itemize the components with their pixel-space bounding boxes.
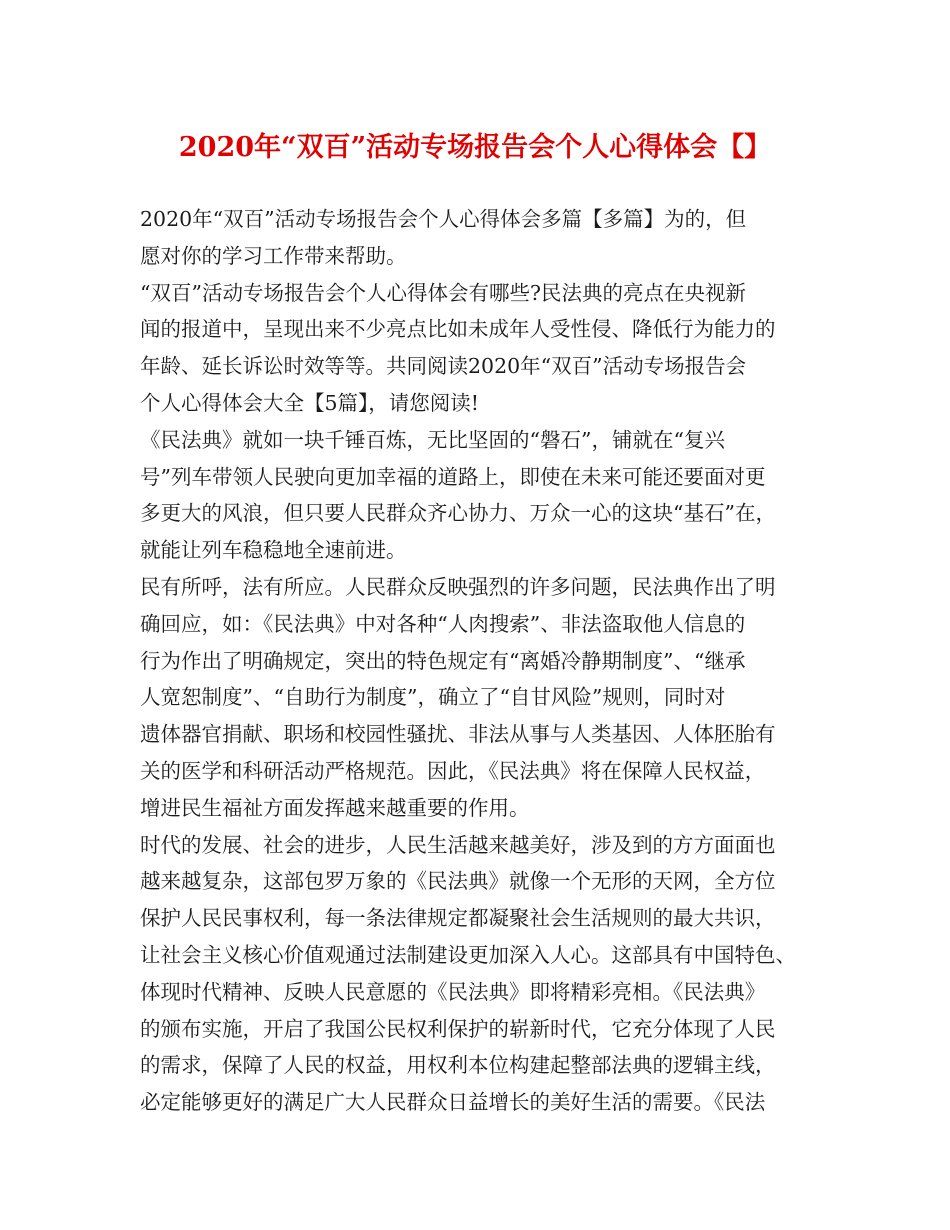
- text-line: 就能让列车稳稳地全速前进。: [140, 538, 407, 563]
- paragraph: [140, 569, 820, 827]
- text-line: 让社会主义核心价值观通过法制建设更加深入人心。这部具有中国特色、: [140, 942, 796, 967]
- document-body: [140, 201, 820, 1121]
- paragraph: [140, 422, 820, 569]
- text-line: 2020年“双百”活动专场报告会个人心得体会多篇【多篇】为的，但: [140, 207, 747, 231]
- text-line: 确回应，如：《民法典》中对各种“人肉搜索”、非法盗取他人信息的: [140, 611, 746, 636]
- text-line: 保护人民民事权利，每一条法律规定都凝聚社会生活规则的最大共识，: [140, 906, 776, 931]
- text-line: 行为作出了明确规定，突出的特色规定有“离婚冷静期制度”、“继承: [140, 648, 746, 673]
- text-line: 越来越复杂，这部包罗万象的《民法典》就像一个无形的天网，全方位: [140, 869, 776, 894]
- text-line: 关的医学和科研活动严格规范。因此，《民法典》将在保障人民权益，: [140, 758, 766, 783]
- paragraph: [140, 827, 820, 1121]
- text-line: 多更大的风浪，但只要人民群众齐心协力、万众一心的这块“基石”在，: [140, 501, 776, 526]
- paragraph: [140, 275, 820, 422]
- text-line: 体现时代精神、反映人民意愿的《民法典》即将精彩亮相。《民法典》: [140, 979, 766, 1004]
- text-line: 的颁布实施，开启了我国公民权利保护的崭新时代，它充分体现了人民: [140, 1016, 776, 1041]
- text-line: 人宽恕制度”、“自助行为制度”，确立了“自甘风险”规则，同时对: [140, 685, 726, 710]
- text-line: 闻的报道中，呈现出来不少亮点比如未成年人受性侵、降低行为能力的: [140, 317, 776, 342]
- text-line: “双百”活动专场报告会个人心得体会有哪些?民法典的亮点在央视新: [140, 280, 746, 305]
- text-line: 民有所呼，法有所应。人民群众反映强烈的许多问题，民法典作出了明: [140, 574, 776, 599]
- document-title: 2020年“双百”活动专场报告会个人心得体会【】: [178, 132, 772, 163]
- text-line: 时代的发展、社会的进步，人民生活越来越美好，涉及到的方方面面也: [140, 832, 776, 857]
- paragraph: [140, 201, 820, 275]
- text-line: 必定能够更好的满足广大人民群众日益增长的美好生活的需要。《民法: [140, 1090, 766, 1115]
- text-line: 号”列车带领人民驶向更加幸福的道路上，即使在未来可能还要面对更: [140, 464, 766, 489]
- text-line: 《民法典》就如一块千锤百炼，无比坚固的“磐石”，铺就在“复兴: [140, 427, 725, 452]
- text-line: 愿对你的学习工作带来帮助。: [140, 243, 407, 268]
- text-line: 遗体器官捐献、职场和校园性骚扰、非法从事与人类基因、人体胚胎有: [140, 722, 776, 747]
- text-line: 增进民生福祉方面发挥越来越重要的作用。: [140, 795, 530, 820]
- text-line: 年龄、延长诉讼时效等等。共同阅读2020年“双百”活动专场报告会: [140, 354, 747, 379]
- text-line: 的需求，保障了人民的权益，用权利本位构建起整部法典的逻辑主线，: [140, 1053, 776, 1078]
- text-line: 个人心得体会大全【5篇】，请您阅读!: [140, 390, 480, 415]
